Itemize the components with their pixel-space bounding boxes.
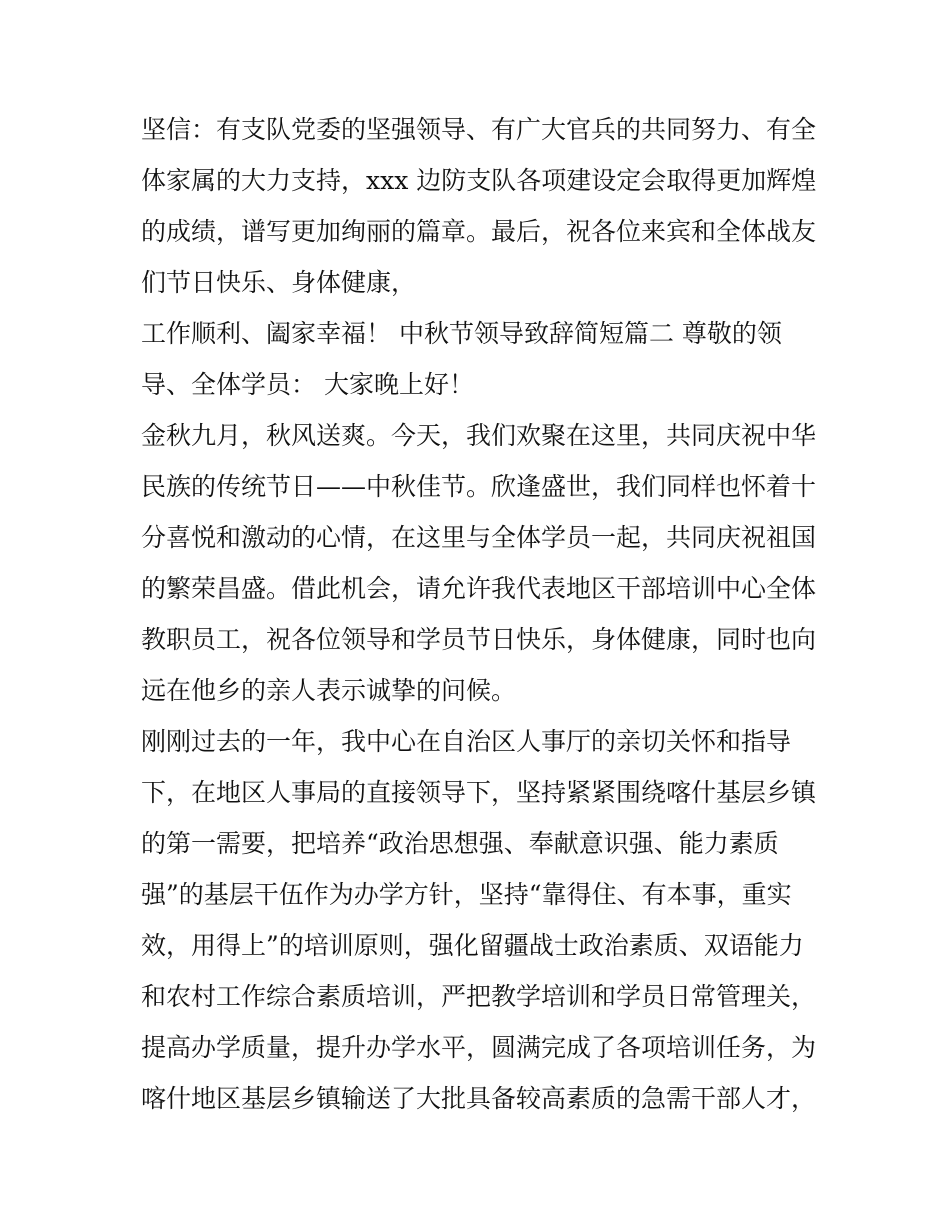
text-line: 坚信：有支队党委的坚强领导、有广大官兵的共同努力、有全	[141, 115, 817, 144]
text-line: 的第一需要，把培养“政治思想强、奉献意识强、能力素质	[141, 829, 779, 858]
text-line: 分喜悦和激动的心情，在这里与全体学员一起，共同庆祝祖国	[141, 523, 817, 552]
text-line: 导、全体学员： 大家晚上好！	[141, 370, 474, 399]
text-line: 的成绩，谱写更加绚丽的篇章。最后，祝各位来宾和全体战友	[141, 217, 817, 246]
text-line: 们节日快乐、身体健康，	[141, 268, 417, 297]
text-line: 强”的基层干伍作为办学方针，坚持“靠得住、有本事，重实	[141, 880, 792, 909]
text-line: 金秋九月，秋风送爽。今天，我们欢聚在这里，共同庆祝中华	[141, 421, 817, 450]
text-line: 教职员工，祝各位领导和学员节日快乐，身体健康，同时也向	[141, 625, 817, 654]
text-line: 提高办学质量，提升办学水平，圆满完成了各项培训任务，为	[141, 1033, 817, 1062]
text-line: 下，在地区人事局的直接领导下，坚持紧紧围绕喀什基层乡镇	[141, 778, 817, 807]
text-line: 民族的传统节日——中秋佳节。欣逢盛世，我们同样也怀着十	[141, 472, 817, 501]
text-line: 远在他乡的亲人表示诚挚的问候。	[141, 676, 517, 705]
text-line: 效，用得上”的培训原则，强化留疆战士政治素质、双语能力	[141, 931, 804, 960]
text-line: 体家属的大力支持，xxx 边防支队各项建设定会取得更加辉煌	[141, 166, 817, 195]
text-line: 和农村工作综合素质培训，严把教学培训和学员日常管理关，	[141, 982, 817, 1011]
text-line: 工作顺利、阖家幸福！ 中秋节领导致辞简短篇二 尊敬的领	[141, 319, 782, 348]
text-line: 刚刚过去的一年，我中心在自治区人事厅的亲切关怀和指导	[141, 727, 792, 756]
document-body	[141, 108, 841, 1128]
text-line: 的繁荣昌盛。借此机会，请允许我代表地区干部培训中心全体	[141, 574, 817, 603]
text-line: 喀什地区基层乡镇输送了大批具备较高素质的急需干部人才，	[141, 1084, 817, 1113]
